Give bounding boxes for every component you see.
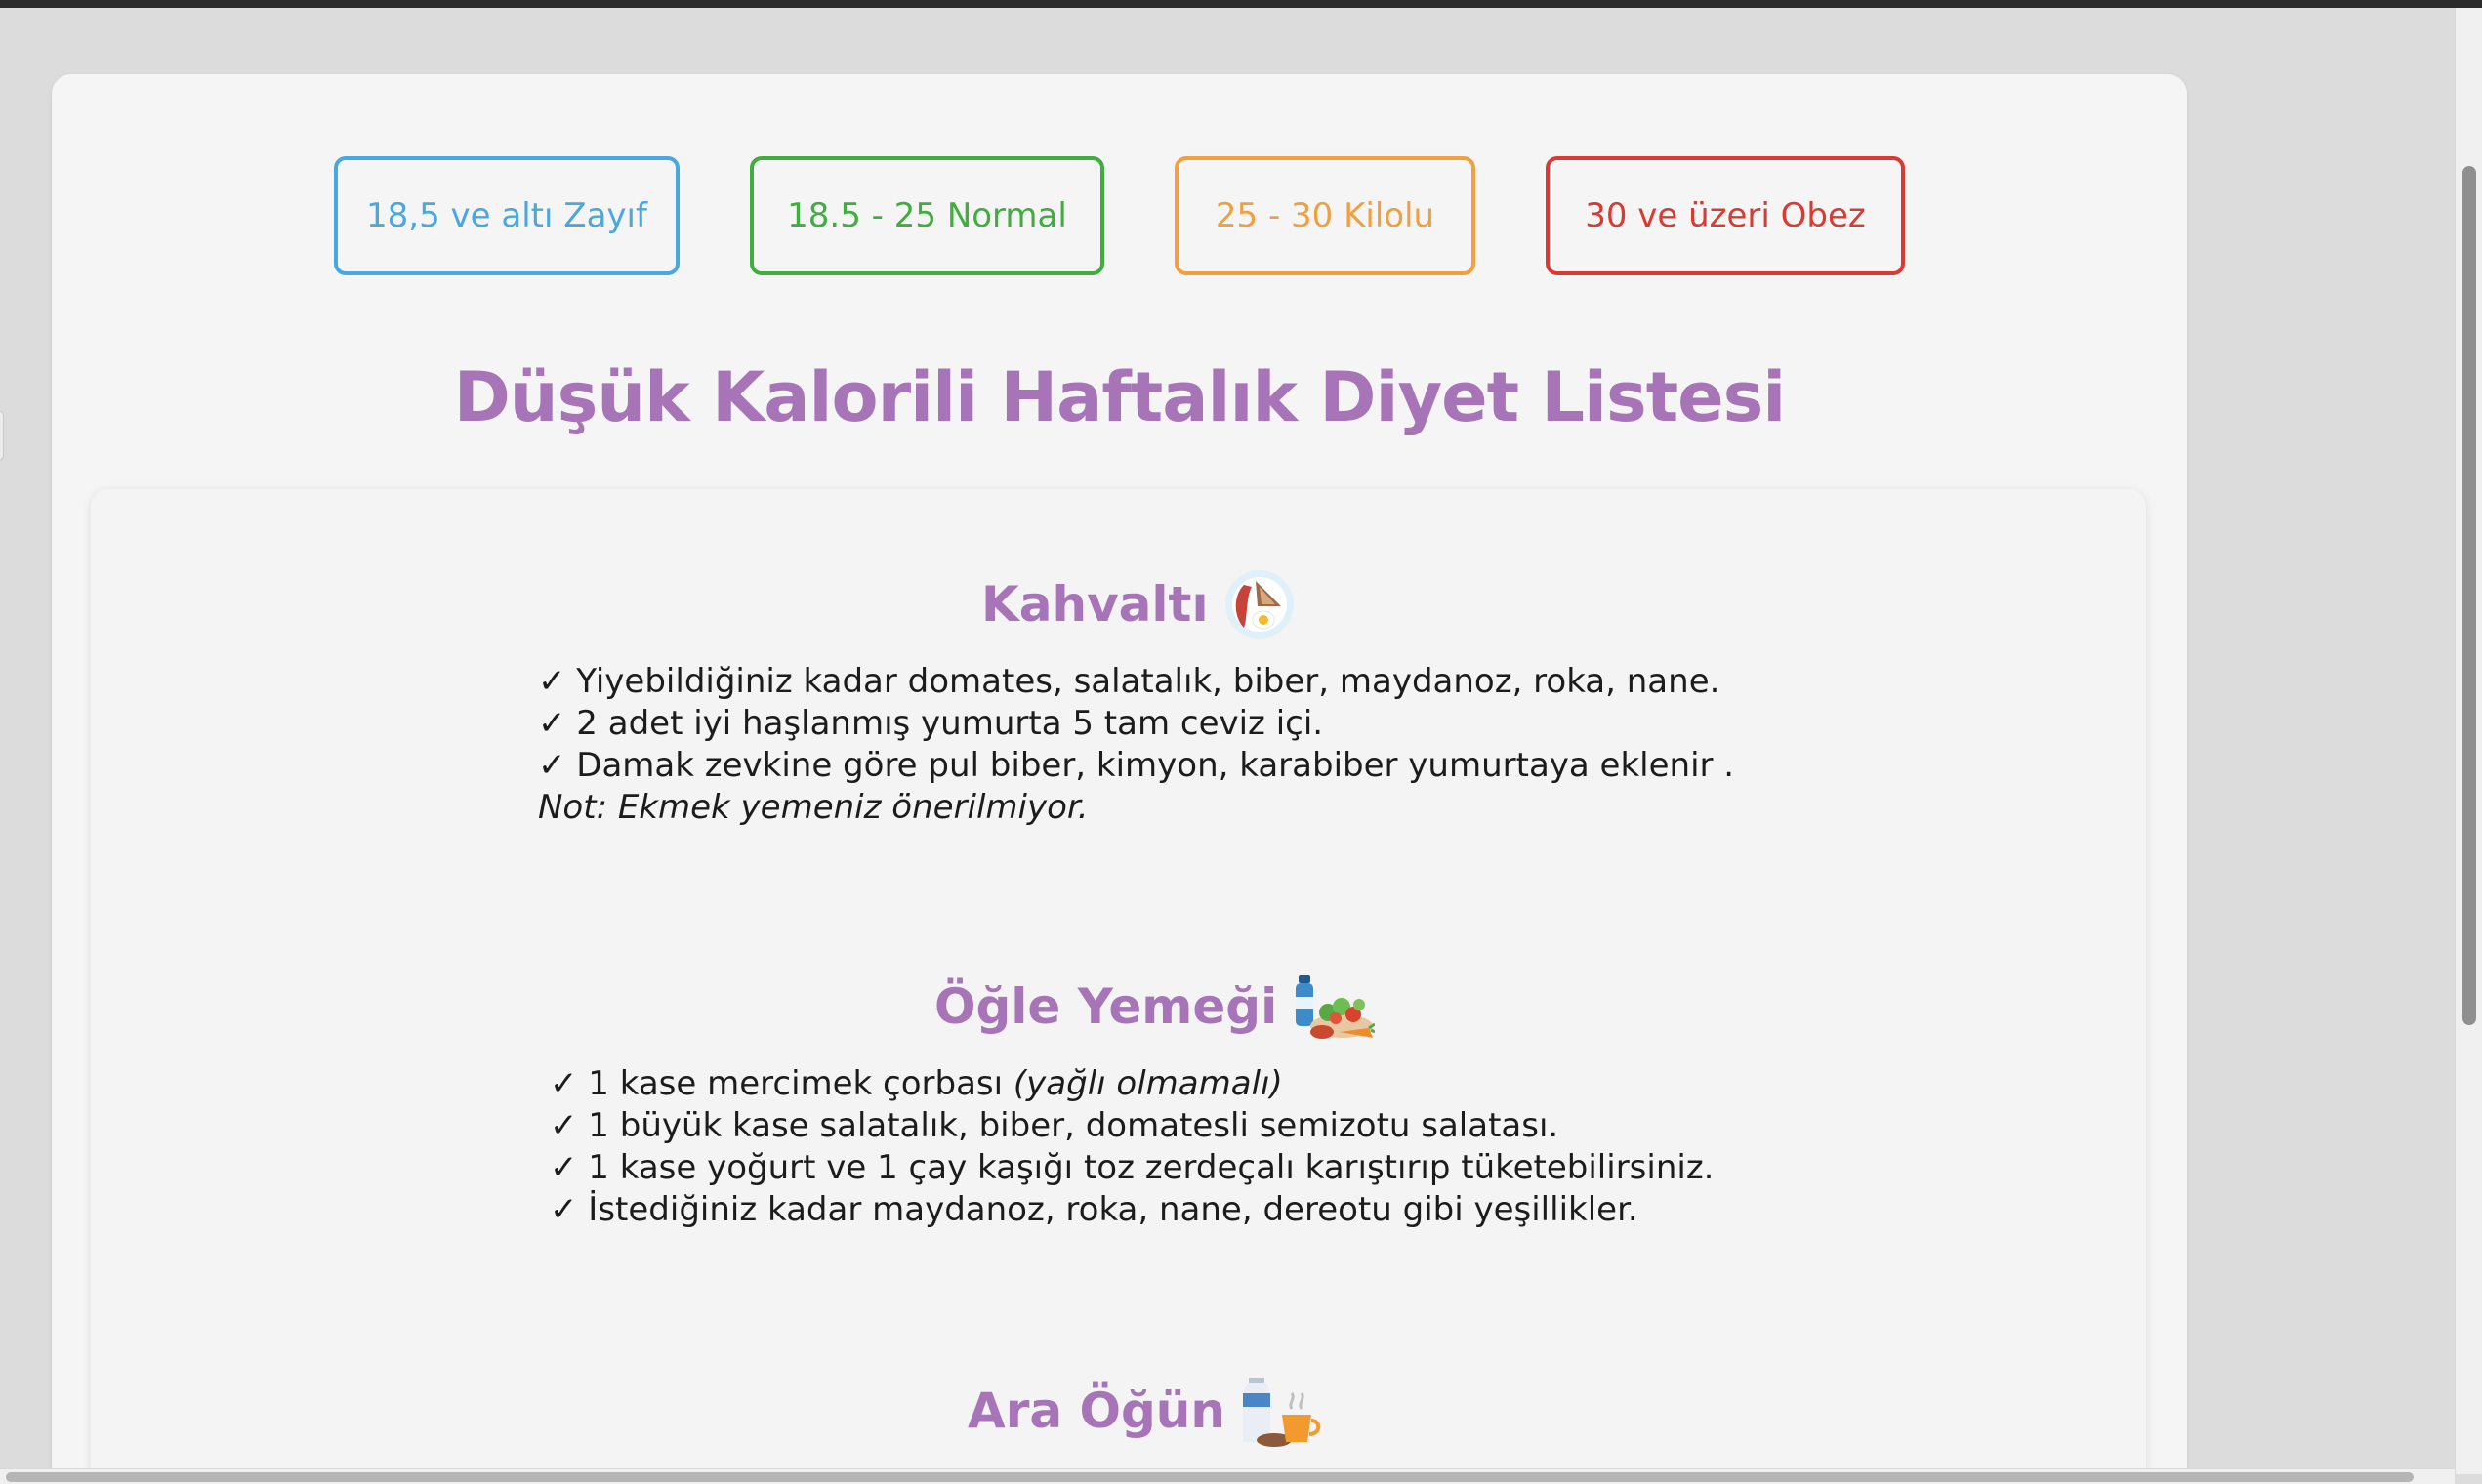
list-item: ✓ 1 büyük kase salatalık, biber, domatesli semizotu salatası. [550,1106,1559,1145]
horizontal-scrollbar-thumb[interactable] [6,1472,2414,1482]
lunch-title: Öğle Yemeği [934,978,1278,1035]
diet-menu-card [91,489,2146,1474]
milk-coffee-icon [1239,1374,1321,1448]
snack-title: Ara Öğün [968,1382,1225,1439]
breakfast-plate-icon [1222,567,1297,641]
page-viewport [0,8,2455,1474]
bmi-category-bar [52,156,2187,277]
breakfast-title: Kahvaltı [981,576,1209,633]
list-item: ✓ 2 adet iyi haşlanmış yumurta 5 tam ceviz içi. [538,704,1324,743]
lunch-list [550,1063,1715,1231]
vertical-scrollbar[interactable] [2455,8,2482,1474]
lunch-item-text: ✓ 1 kase mercimek çorbası [550,1064,1013,1103]
lunch-item-emphasis: (yağlı olmamalı) [1013,1064,1283,1103]
list-item [550,1063,1715,1105]
window-top-bar [0,0,2482,8]
breakfast-section-title [981,567,1297,641]
bmi-underweight-button[interactable]: 18,5 ve altı Zayıf [334,156,680,275]
bmi-normal-button[interactable]: 18.5 - 25 Normal [750,156,1104,275]
breakfast-list [538,661,1734,829]
list-item: ✓ 1 kase yoğurt ve 1 çay kaşığı toz zerdeçalı karıştırıp tüketebilirsiniz. [550,1148,1715,1187]
side-panel-handle[interactable] [0,410,4,461]
list-item: ✓ Damak zevkine göre pul biber, kimyon, karabiber yumurtaya eklenir . [538,746,1735,785]
snack-section-title [968,1374,1321,1448]
list-item: ✓ İstediğiniz kadar maydanoz, roka, nane, dereotu gibi yeşillikler. [550,1190,1638,1229]
breakfast-note: Not: Ekmek yemeniz önerilmiyor. [538,788,1089,827]
page-title: Düşük Kalorili Haftalık Diyet Listesi [453,357,1786,437]
bmi-obese-button[interactable]: 30 ve üzeri Obez [1546,156,1905,275]
lunch-box-icon [1291,969,1375,1044]
lunch-section-title [934,969,1375,1044]
bmi-overweight-button[interactable]: 25 - 30 Kilolu [1175,156,1475,275]
page-card [52,74,2187,1474]
list-item: ✓ Yiyebildiğiniz kadar domates, salatalık, biber, maydanoz, roka, nane. [538,662,1720,701]
vertical-scrollbar-thumb[interactable] [2462,166,2476,1025]
horizontal-scrollbar[interactable] [0,1468,2455,1484]
